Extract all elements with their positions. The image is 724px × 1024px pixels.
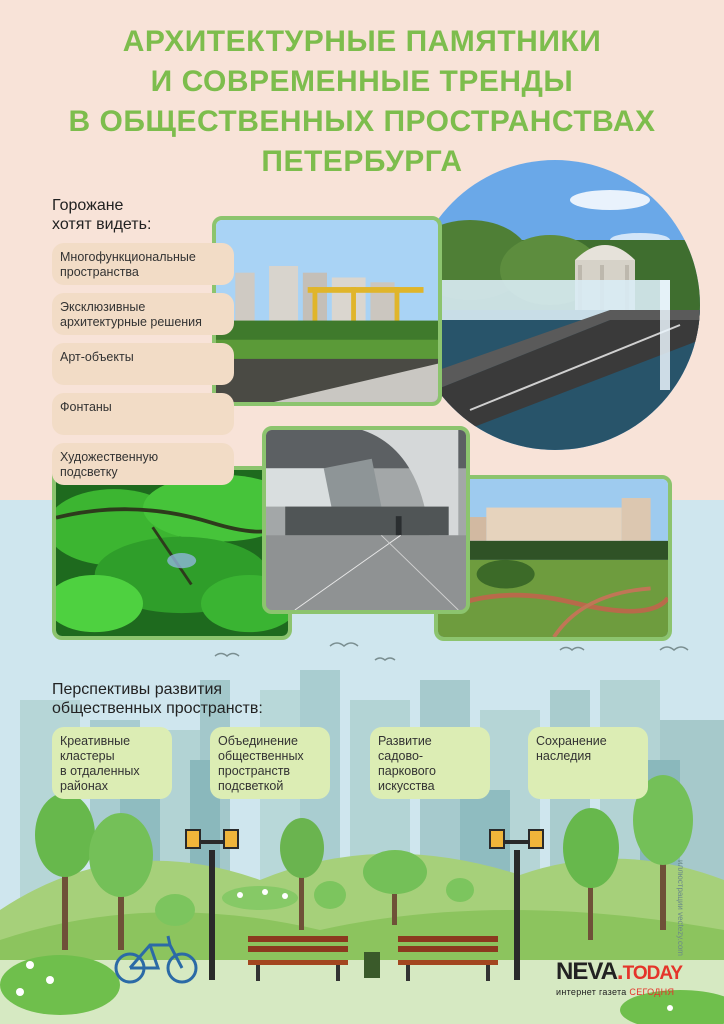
perspective-creative-clusters — [52, 727, 172, 799]
perspectives-heading-line-2: общественных пространств: — [52, 700, 263, 717]
perspective-line: Сохранение — [536, 734, 607, 748]
perspective-line: Креативные — [60, 734, 131, 748]
modern-park-photo — [212, 216, 442, 406]
wants-heading-line-1: Горожане — [52, 197, 124, 214]
title-line-4: ПЕТЕРБУРГА — [261, 145, 463, 178]
want-item-line: Художественную — [60, 450, 159, 464]
perspective-garden-art — [370, 727, 490, 799]
wants-heading-line-2: хотят видеть: — [52, 216, 152, 233]
perspectives-heading — [52, 680, 263, 718]
page-title — [0, 22, 724, 182]
perspective-line: общественных — [218, 749, 304, 763]
perspective-line: паркового — [378, 764, 436, 778]
perspective-line: наследия — [536, 749, 592, 763]
title-line-2: И СОВРЕМЕННЫЕ ТРЕНДЫ — [150, 65, 574, 98]
perspective-line: кластеры — [60, 749, 115, 763]
perspective-line: районах — [60, 779, 108, 793]
logo-neva: NEVA — [556, 958, 617, 985]
underpass-art-space-photo — [262, 426, 470, 614]
wants-heading — [52, 196, 151, 234]
perspective-line: искусства — [378, 779, 435, 793]
logo-subtitle — [556, 987, 682, 997]
fountain-bridge-photo — [410, 160, 700, 450]
logo-sub-red: СЕГОДНЯ — [629, 987, 675, 997]
want-item-line: архитектурные решения — [60, 315, 202, 329]
title-line-3: В ОБЩЕСТВЕННЫХ ПРОСТРАНСТВАХ — [68, 105, 656, 138]
want-item-exclusive-architecture — [52, 293, 234, 335]
perspective-heritage — [528, 727, 648, 799]
want-item-line: подсветку — [60, 465, 118, 479]
title-line-1: АРХИТЕКТУРНЫЕ ПАМЯТНИКИ — [122, 25, 602, 58]
logo-sub-black: интернет газета — [556, 987, 627, 997]
want-item-line: пространства — [60, 265, 139, 279]
logo-wordmark — [556, 960, 682, 986]
want-item-fountains — [52, 393, 234, 435]
want-item-multifunctional — [52, 243, 234, 285]
want-item-line: Эксклюзивные — [60, 300, 146, 314]
perspective-line: в отдаленных — [60, 764, 140, 778]
perspective-line: Объединение — [218, 734, 298, 748]
perspective-lighting-union — [210, 727, 330, 799]
perspective-line: садово- — [378, 749, 424, 763]
want-item-line: Фонтаны — [60, 400, 112, 414]
want-item-line: Многофункциональные — [60, 250, 196, 264]
logo-dot: . — [616, 958, 623, 985]
want-item-art-lighting — [52, 443, 234, 485]
perspectives-heading-line-1: Перспективы развития — [52, 681, 223, 698]
perspective-line: пространств — [218, 764, 291, 778]
want-item-art-objects — [52, 343, 234, 385]
perspective-line: Развитие — [378, 734, 432, 748]
illustration-credit: иллюстрации vectezy.com — [676, 860, 685, 956]
neva-today-logo[interactable] — [556, 960, 682, 997]
trees-lighting-photo — [52, 466, 292, 640]
logo-today: TODAY — [622, 963, 682, 984]
perspective-line: подсветкой — [218, 779, 284, 793]
want-item-line: Арт-объекты — [60, 350, 134, 364]
